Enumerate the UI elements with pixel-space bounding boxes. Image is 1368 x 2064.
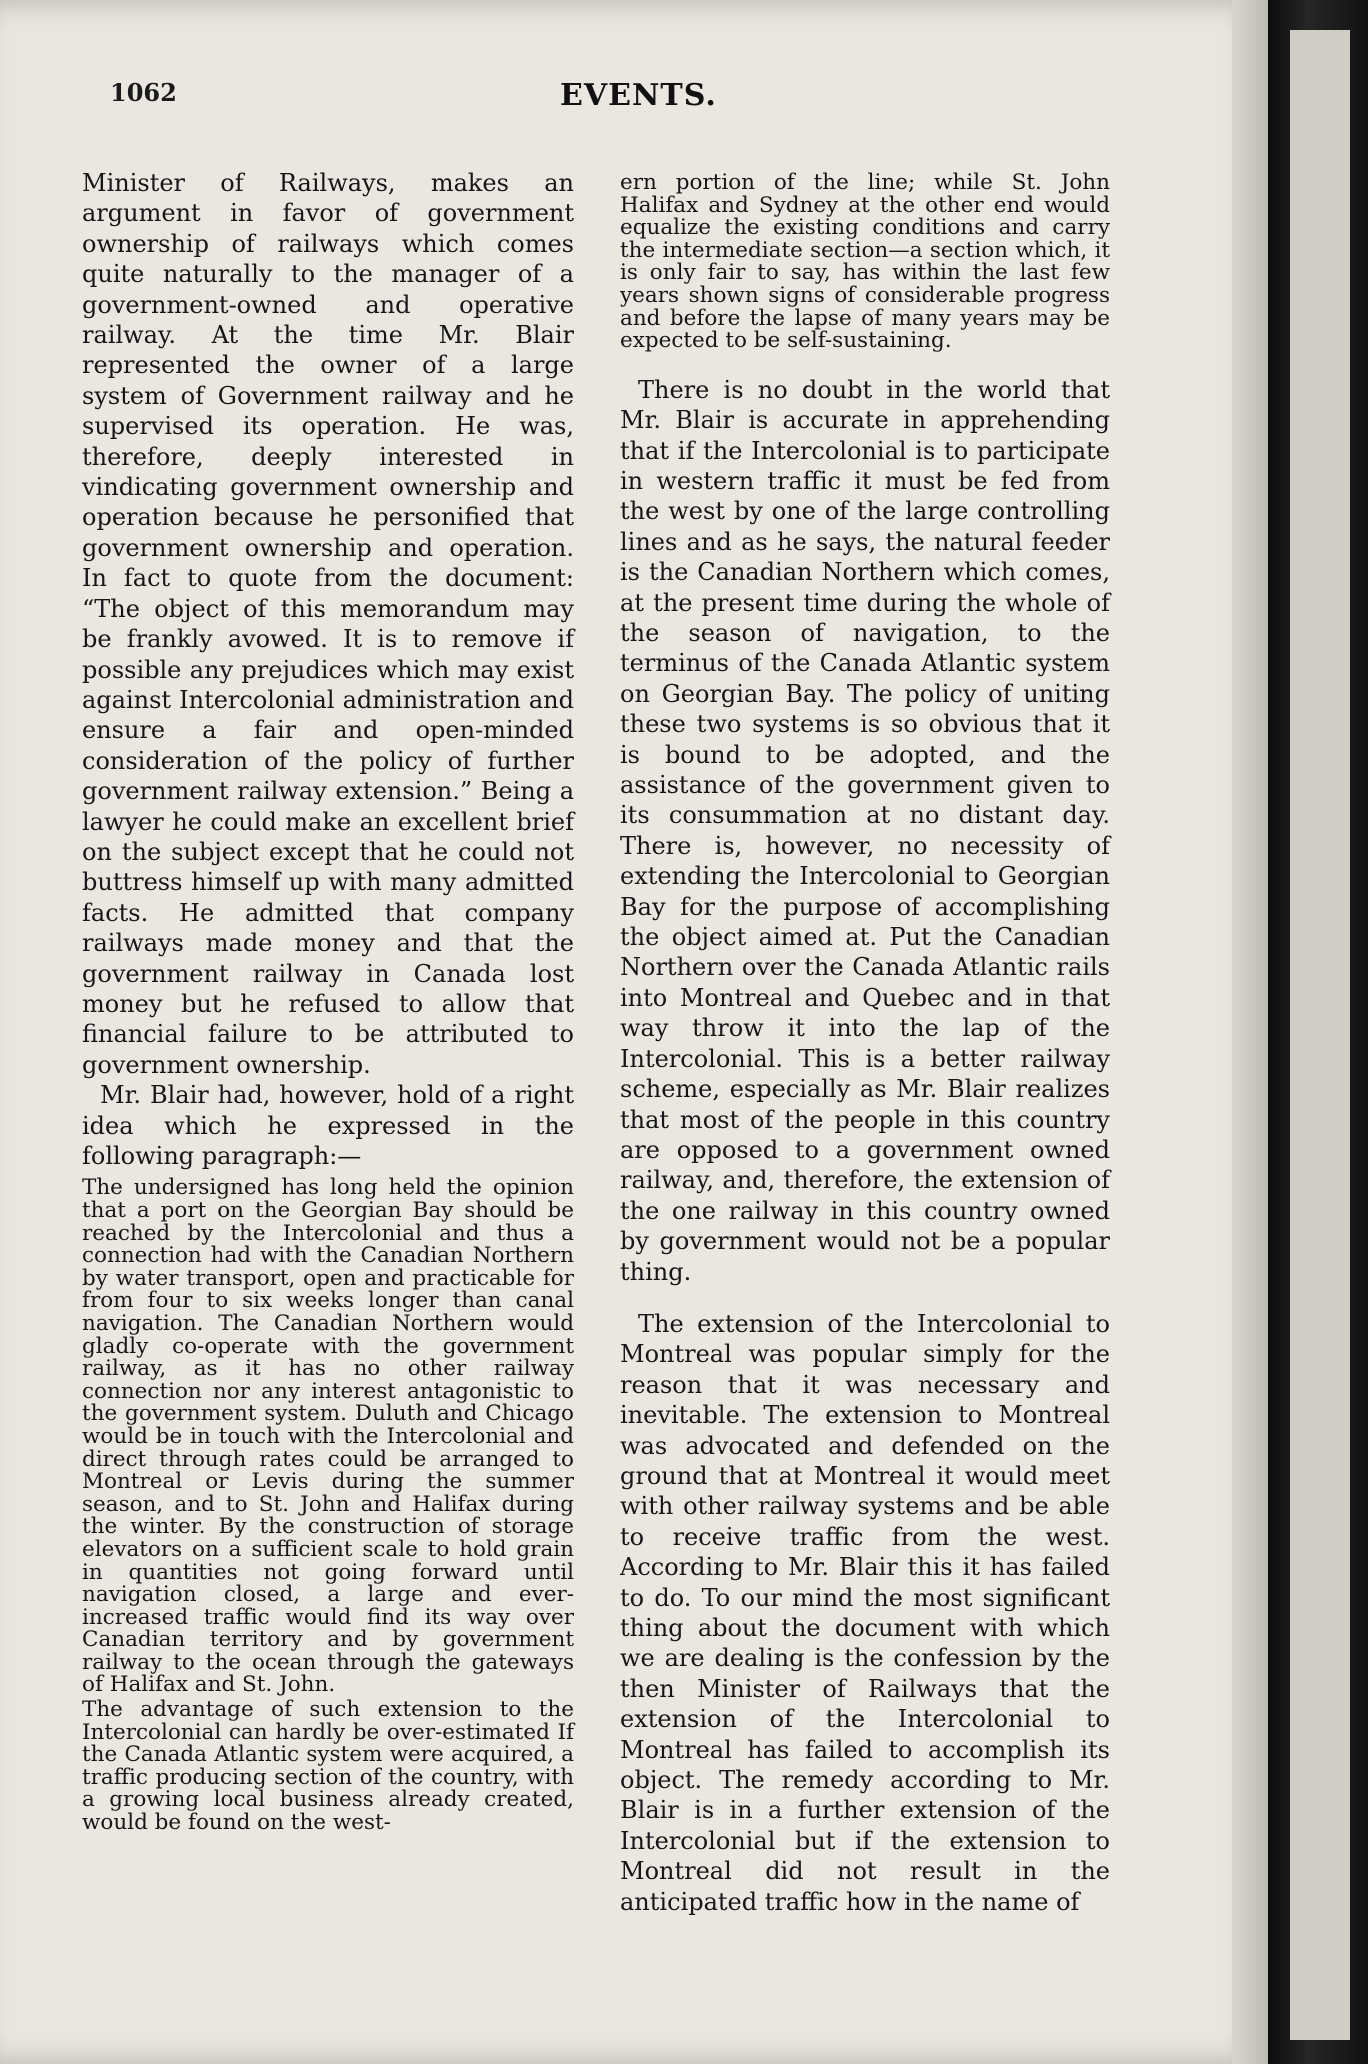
running-head: EVENTS. (560, 78, 717, 113)
block-quote-1: The undersigned has long held the opinion that a port on the Georgian Bay should be reached by the Intercolonial and thus a connection had with the Canadian Northern by water transport, open and practicable for from four to six weeks longer than canal navigation. The Canadian Northern would gladly co-operate with the government railway, as it has no other railway connection nor any interest antagonistic to the government system. Duluth and Chicago would be in touch with the Intercolonial and direct through rates could be arranged to Montreal or Levis during the summer season, and to St. John and Halifax during the winter. By the construction of storage elevators on a sufficient scale to hold grain in quantities not going forward until navigation closed, a large and ever-increased traffic would find its way over Canadian territory and by government railway to the ocean through the gateways of Halifax and St. John. (82, 1175, 574, 1698)
paragraph-1: Minister of Railways, makes an argument in favor of government ownership of railways which comes quite naturally to the manager of a government-owned and operative railway. At the time Mr. Blair represented the owner of a large system of Government railway and he supervised its operation. He was, therefore, deeply interested in vindicating government ownership and operation because he personified that government ownership and operation. In fact to quote from the document: “The object of this memorandum may be frankly avowed. It is to remove if possible any prejudices which may exist against Intercolonial administration and ensure a fair and open-minded consideration of the policy of further government railway extension.” Being a lawyer he could make an excellent brief on the subject except that he could not buttress himself up with many admitted facts. He admitted that company railways made money and that the government railway in Canada lost money but he refused to allow that financial failure to be attributed to government ownership. (82, 169, 574, 1079)
page-number: 1062 (110, 78, 177, 107)
right-column (620, 172, 1110, 1917)
paragraph-4: The extension of the Intercolonial to Montreal was popular simply for the reason that it was necessary and inevitable. The extension to Montreal was advocated and defended on the ground that at Montreal it would meet with other railway systems and be able to receive traffic from the west. According to Mr. Blair this it has failed to do. To our mind the most significant thing about the document with which we are dealing is the confession by the then Minister of Railways that the extension of the Intercolonial to Montreal has failed to accomplish its object. The remedy according to Mr. Blair is in a further extension of the Intercolonial but if the extension to Montreal did not result in the anticipated traffic how in the name of (620, 1309, 1110, 1916)
block-quote-continued: ern portion of the line; while St. John Halifax and Sydney at the other end would equalize the existing conditions and carry the intermediate section—a section which, it is only fair to say, has within the last few years shown signs of considerable progress and before the lapse of many years may be expected to be self-sustaining. (620, 170, 1110, 354)
block-quote-2: The advantage of such extension to the Intercolonial can hardly be over-estimated If the Canada Atlantic system were acquired, a traffic producing section of the country, with a growing local business already created, would be found on the west- (82, 1697, 574, 1836)
adjacent-page-edge (1290, 30, 1350, 2040)
left-column (82, 168, 574, 1835)
paragraph-3: There is no doubt in the world that Mr. Blair is accurate in apprehending that if the Intercolonial is to participate in western traffic it must be fed from the west by one of the large controlling lines and as he says, the natural feeder is the Canadian Northern which comes, at the present time during the whole of the season of navigation, to the terminus of the Canada Atlantic system on Georgian Bay. The policy of uniting these two systems is so obvious that it is bound to be adopted, and the assistance of the government given to its consummation at no distant day. There is, however, no necessity of extending the Intercolonial to Georgian Bay for the purpose of accomplishing the object aimed at. Put the Canadian Northern over the Canada Atlantic rails into Montreal and Quebec and in that way throw it into the lap of the Intercolonial. This is a better railway scheme, especially as Mr. Blair realizes that most of the people in this country are opposed to a government owned railway, and, therefore, the extension of the one railway in this country owned by government would not be a popular thing. (620, 375, 1110, 1286)
page-edge-shadow (1232, 0, 1268, 2064)
paragraph-2: Mr. Blair had, however, hold of a right idea which he expressed in the following paragraph:— (82, 1081, 574, 1170)
page-header (110, 78, 1140, 118)
